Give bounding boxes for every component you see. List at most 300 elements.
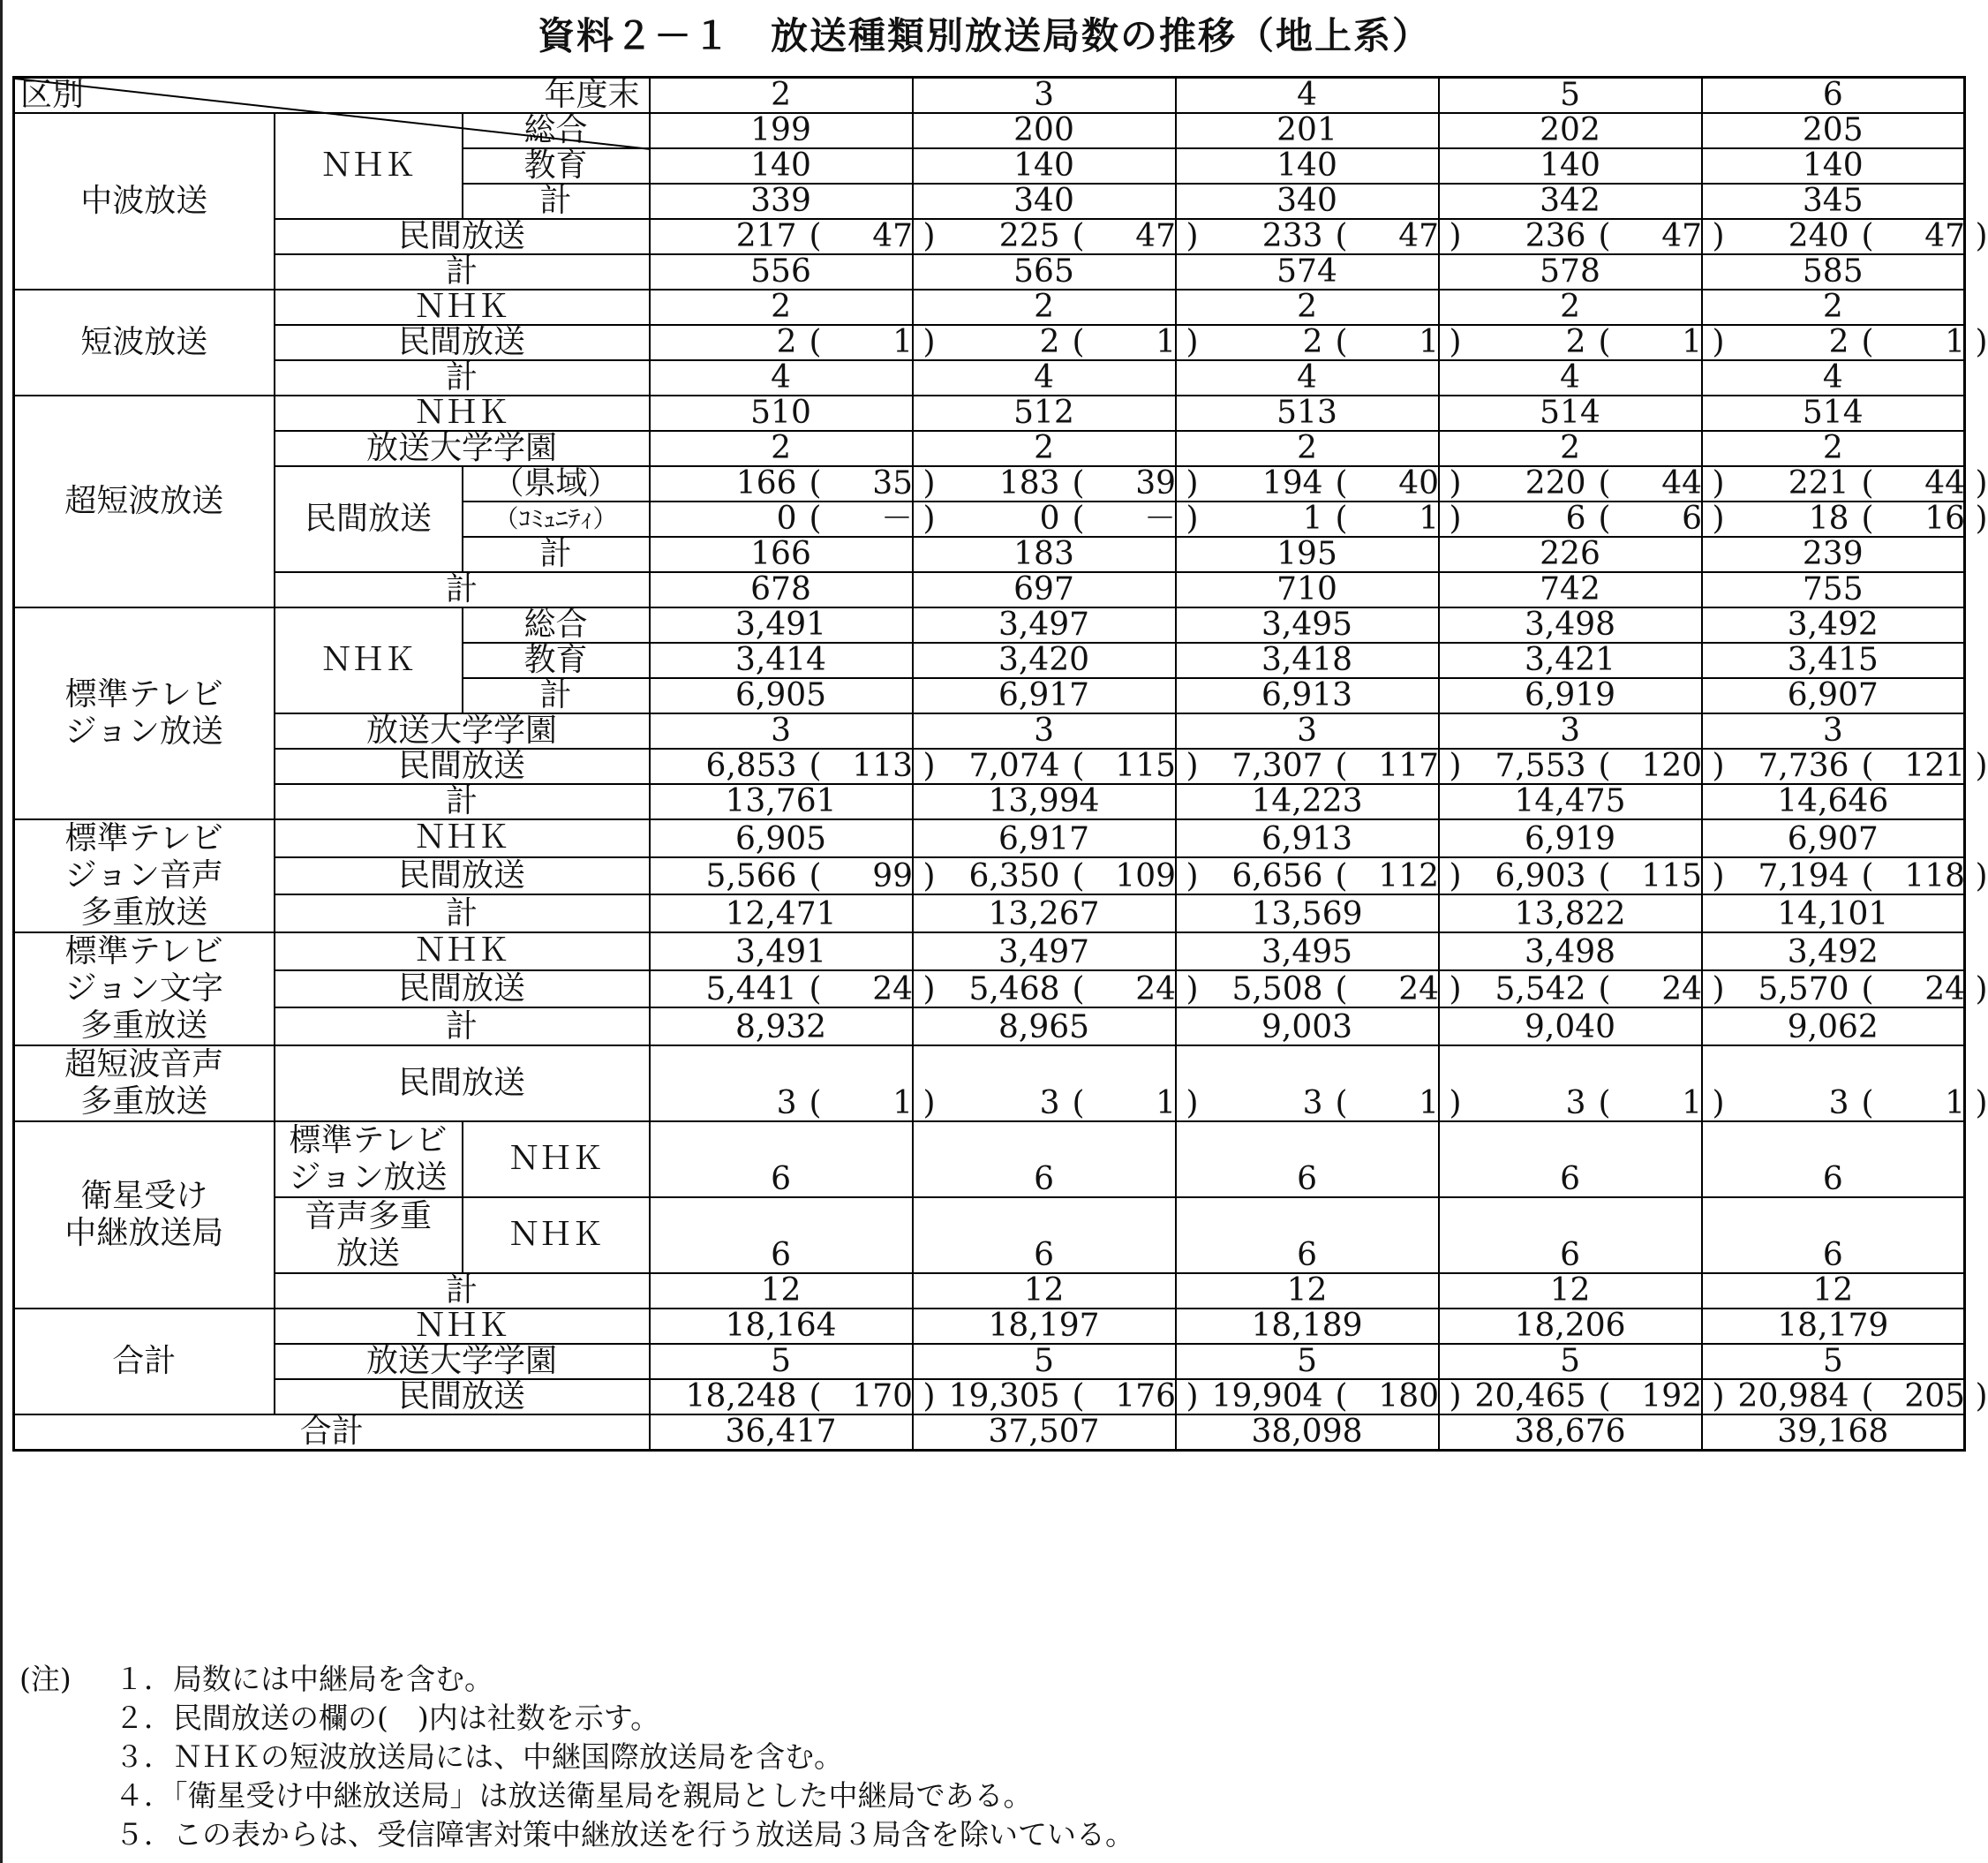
sub-eisei-onsei-line: 放送: [335, 1235, 400, 1271]
item-kei: 計: [463, 678, 650, 713]
company-count-value: 47: [1398, 218, 1440, 254]
row-tanpa-minkan: [14, 325, 1965, 360]
value-cell: [1702, 857, 1988, 895]
value-cell: 205: [1702, 113, 1965, 148]
value-cell: [1176, 970, 1462, 1008]
company-count-value: 113: [852, 748, 914, 784]
value-cell: 4: [650, 360, 913, 396]
value-cell: 6,917: [913, 819, 1176, 857]
category-onsei-tajyu: [14, 819, 275, 932]
value-cell: [650, 1045, 936, 1121]
sub-eisei-tv: [275, 1121, 463, 1197]
value-cell: 6,907: [1702, 678, 1965, 713]
year-header-3: 3: [913, 78, 1176, 114]
value-cell: 3,421: [1439, 643, 1702, 678]
row-tv-kei: [14, 784, 1965, 819]
item-minkan: 民間放送: [275, 749, 650, 784]
value-cell: [1702, 748, 1988, 784]
company-count: ( 176 ): [1072, 1378, 1199, 1414]
station-count: 5,508: [1231, 971, 1323, 1008]
row-chuha-kei: [14, 254, 1965, 290]
sub-nhk: ＮＨＫ: [275, 607, 463, 713]
category-gokei: 合計: [14, 1309, 275, 1414]
station-count: 7,307: [1231, 748, 1323, 784]
category-hyojun-tv-line: ジョン放送: [64, 713, 223, 750]
company-count: ( 1 ): [1861, 324, 1988, 360]
value-cell: 18,189: [1176, 1309, 1439, 1344]
company-count: ( 192 ): [1598, 1378, 1725, 1414]
company-count: ( 24 ): [1335, 971, 1462, 1008]
value-cell: 38,676: [1439, 1414, 1702, 1451]
company-count: ( 1 ): [1072, 324, 1199, 360]
value-cell: [650, 748, 936, 784]
company-count-value: －: [881, 501, 914, 537]
company-count: ( 121 ): [1861, 748, 1988, 784]
value-cell: 6,919: [1439, 678, 1702, 713]
value-cell: 4: [1176, 360, 1439, 396]
value-cell: 6: [1702, 1197, 1965, 1273]
value-cell: 3,492: [1702, 932, 1965, 970]
category-tanpa: 短波放送: [14, 290, 275, 396]
value-cell: 342: [1439, 184, 1702, 219]
category-chotanpa-onsei: [14, 1045, 275, 1121]
company-count: ( － ): [1072, 501, 1199, 537]
item-minkan: 民間放送: [275, 857, 650, 895]
value-cell: 755: [1702, 572, 1965, 607]
value-cell: 4: [1439, 360, 1702, 396]
station-count: 7,736: [1758, 748, 1849, 784]
category-chuha: 中波放送: [14, 113, 275, 290]
company-count-value: 1: [1682, 1085, 1703, 1121]
value-cell: 3,415: [1702, 643, 1965, 678]
value-cell: 5: [1439, 1344, 1702, 1379]
item-minkan: 民間放送: [275, 1379, 650, 1414]
company-count: ( 47 ): [1072, 218, 1199, 254]
value-cell: [650, 857, 936, 895]
value-cell: 574: [1176, 254, 1439, 290]
category-eisei: [14, 1121, 275, 1309]
sub-eisei-onsei-line: 音声多重: [304, 1198, 432, 1234]
value-cell: 9,003: [1176, 1007, 1439, 1045]
value-cell: [1439, 857, 1725, 895]
value-cell: 2: [1702, 290, 1965, 325]
value-cell: 697: [913, 572, 1176, 607]
station-count: 3: [1039, 1085, 1060, 1121]
item-nhk: ＮＨＫ: [275, 290, 650, 325]
value-cell: 678: [650, 572, 913, 607]
company-count-value: 1: [1682, 324, 1703, 360]
item-kyoiku: 教育: [463, 643, 650, 678]
row-fm-tajyu: [14, 1045, 1965, 1121]
item-sogo: 総合: [463, 113, 650, 148]
company-count-value: 47: [1924, 218, 1966, 254]
category-moji-tajyu-line: 標準テレビ: [64, 933, 223, 969]
value-cell: 18,197: [913, 1309, 1176, 1344]
station-count: 3: [1302, 1085, 1323, 1121]
station-count: 220: [1525, 465, 1586, 502]
company-count: ( 35 ): [809, 465, 936, 502]
company-count-value: 112: [1378, 858, 1440, 895]
row-fm-nhk: [14, 396, 1965, 431]
value-cell: 202: [1439, 113, 1702, 148]
company-count-value: 24: [1924, 971, 1966, 1008]
value-cell: 3: [1702, 713, 1965, 749]
category-chotanpa-onsei-line: 多重放送: [80, 1083, 208, 1120]
value-cell: [1439, 501, 1725, 537]
item-daigaku: 放送大学学園: [275, 1344, 650, 1379]
value-cell: 5: [913, 1344, 1176, 1379]
company-count: ( 24 ): [1598, 971, 1725, 1008]
value-cell: [1702, 218, 1988, 254]
value-cell: 12: [650, 1273, 913, 1309]
value-cell: [1702, 465, 1988, 502]
value-cell: 6: [1439, 1121, 1702, 1197]
category-label: 区別: [20, 77, 85, 113]
station-count: 217: [735, 218, 797, 254]
value-cell: [1702, 1045, 1988, 1121]
item-minkan: 民間放送: [275, 970, 650, 1008]
value-cell: 3,491: [650, 607, 913, 643]
value-cell: 6,907: [1702, 819, 1965, 857]
station-count: 5,468: [968, 971, 1060, 1008]
footnote-text: ４．「衛星受け中継放送局」は放送衛星局を親局とした中継局である。: [115, 1778, 1033, 1813]
value-cell: 578: [1439, 254, 1702, 290]
station-count: 2: [1302, 324, 1323, 360]
header-diagonal-cell: [14, 78, 650, 114]
value-cell: 513: [1176, 396, 1439, 431]
company-count-value: 47: [1661, 218, 1703, 254]
station-count: 0: [1039, 501, 1060, 537]
company-count: ( 1 ): [1072, 1085, 1199, 1121]
station-count: 6,903: [1495, 858, 1586, 895]
value-cell: [1439, 970, 1725, 1008]
value-cell: 239: [1702, 537, 1965, 572]
value-cell: 8,932: [650, 1007, 913, 1045]
station-count: 5,542: [1495, 971, 1586, 1008]
company-count-value: －: [1144, 501, 1177, 537]
value-cell: [1702, 324, 1988, 360]
row-eisei-onsei: [14, 1197, 1965, 1273]
value-cell: 514: [1702, 396, 1965, 431]
station-count: 6,350: [968, 858, 1060, 895]
value-cell: 3,495: [1176, 932, 1439, 970]
value-cell: 12: [913, 1273, 1176, 1309]
table-body: [14, 77, 1988, 1451]
value-cell: 340: [1176, 184, 1439, 219]
item-kei: 計: [275, 894, 650, 932]
year-header-4: 4: [1176, 78, 1439, 114]
company-count-value: 115: [1115, 748, 1177, 784]
value-cell: 4: [1702, 360, 1965, 396]
value-cell: 12: [1702, 1273, 1965, 1309]
value-cell: 6,913: [1176, 819, 1439, 857]
value-cell: [650, 218, 936, 254]
value-cell: 140: [913, 148, 1176, 184]
item-nhk: ＮＨＫ: [275, 819, 650, 857]
value-cell: 6,905: [650, 678, 913, 713]
row-onsei-nhk: [14, 819, 1965, 857]
footnote-text: １．局数には中継局を含む。: [115, 1662, 493, 1696]
station-count: 1: [1302, 501, 1323, 537]
value-cell: 13,761: [650, 784, 913, 819]
value-cell: 6,913: [1176, 678, 1439, 713]
company-count-value: 24: [872, 971, 914, 1008]
footnote-text: ３．ＮＨＫの短波放送局には、中継国際放送局を含む。: [115, 1739, 843, 1774]
footnote-4: [19, 1776, 1134, 1815]
row-tv-nhk-sogo: [14, 607, 1965, 643]
value-cell: [1176, 501, 1462, 537]
value-cell: 13,267: [913, 894, 1176, 932]
value-cell: 199: [650, 113, 913, 148]
value-cell: 140: [1439, 148, 1702, 184]
year-header-2: 2: [650, 78, 913, 114]
value-cell: 3,497: [913, 932, 1176, 970]
station-count: 18: [1808, 501, 1849, 537]
category-hyojun-tv-line: 標準テレビ: [64, 676, 223, 713]
station-count: 166: [735, 465, 797, 502]
item-nhk: ＮＨＫ: [275, 932, 650, 970]
value-cell: 3: [650, 713, 913, 749]
row-grand-total: [14, 1414, 1965, 1451]
value-cell: 9,040: [1439, 1007, 1702, 1045]
row-tv-minkan: [14, 749, 1965, 784]
value-cell: [1176, 857, 1462, 895]
value-cell: 3,414: [650, 643, 913, 678]
row-moji-nhk: [14, 932, 1965, 970]
company-count: ( 1 ): [809, 1085, 936, 1121]
value-cell: [1702, 1378, 1988, 1414]
value-cell: 512: [913, 396, 1176, 431]
station-count: 2: [1565, 324, 1586, 360]
company-count: ( 118 ): [1861, 858, 1988, 895]
company-count-value: 120: [1641, 748, 1703, 784]
value-cell: 39,168: [1702, 1414, 1965, 1451]
value-cell: 37,507: [913, 1414, 1176, 1451]
station-count: 6: [1565, 501, 1586, 537]
row-eisei-tv: [14, 1121, 1965, 1197]
footnote-text: ２．民間放送の欄の( )内は社数を示す。: [115, 1701, 660, 1735]
station-count: 2: [776, 324, 797, 360]
value-cell: [1439, 465, 1725, 502]
station-count: 221: [1788, 465, 1849, 502]
row-gokei-daigaku: [14, 1344, 1965, 1379]
header-row: [14, 78, 1965, 114]
company-count-value: 39: [1135, 465, 1177, 502]
value-cell: 3,498: [1439, 607, 1702, 643]
sub-minkan: 民間放送: [275, 466, 463, 572]
item-kei: 計: [275, 784, 650, 819]
value-cell: 9,062: [1702, 1007, 1965, 1045]
value-cell: 36,417: [650, 1414, 913, 1451]
company-count: ( 1 ): [1335, 324, 1462, 360]
company-count-value: 16: [1924, 501, 1966, 537]
company-count-value: 24: [1398, 971, 1440, 1008]
item-kenki: （県域）: [463, 466, 650, 502]
station-count: 5,570: [1758, 971, 1849, 1008]
value-cell: 201: [1176, 113, 1439, 148]
item-sogo: 総合: [463, 607, 650, 643]
company-count-value: 1: [892, 324, 914, 360]
value-cell: [1439, 324, 1725, 360]
category-moji-tajyu-line: 多重放送: [80, 1007, 208, 1044]
station-count: 233: [1261, 218, 1323, 254]
value-cell: [1439, 218, 1725, 254]
company-count-value: 192: [1641, 1378, 1703, 1414]
company-count: ( 47 ): [809, 218, 936, 254]
company-count-value: 1: [1419, 1085, 1440, 1121]
value-cell: [1176, 324, 1462, 360]
company-count-value: 24: [1135, 971, 1177, 1008]
item-kei: 計: [275, 360, 650, 396]
company-count-value: 99: [872, 858, 914, 895]
category-chotanpa: 超短波放送: [14, 396, 275, 607]
value-cell: 140: [1702, 148, 1965, 184]
company-count: ( 1 ): [1598, 324, 1725, 360]
row-tanpa-kei: [14, 360, 1965, 396]
row-tv-daigaku: [14, 713, 1965, 749]
category-hyojun-tv: [14, 607, 275, 819]
value-cell: 6: [650, 1121, 913, 1197]
value-cell: [913, 857, 1199, 895]
value-cell: 2: [1176, 431, 1439, 466]
value-cell: 12: [1176, 1273, 1439, 1309]
value-cell: 13,994: [913, 784, 1176, 819]
value-cell: 6,905: [650, 819, 913, 857]
value-cell: [1176, 465, 1462, 502]
company-count: ( 170 ): [809, 1378, 936, 1414]
value-cell: 140: [1176, 148, 1439, 184]
company-count: ( 1 ): [1335, 501, 1462, 537]
row-tanpa-nhk: [14, 290, 1965, 325]
footnotes: [19, 1660, 1134, 1854]
company-count: ( 99 ): [809, 858, 936, 895]
year-header-5: 5: [1439, 78, 1702, 114]
value-cell: 510: [650, 396, 913, 431]
value-cell: [650, 970, 936, 1008]
value-cell: 585: [1702, 254, 1965, 290]
station-count: 2: [1039, 324, 1060, 360]
footnote-2: [19, 1699, 1134, 1738]
value-cell: 3,495: [1176, 607, 1439, 643]
station-count: 2: [1828, 324, 1849, 360]
item-nhk: ＮＨＫ: [275, 1309, 650, 1344]
value-cell: 565: [913, 254, 1176, 290]
value-cell: 3,498: [1439, 932, 1702, 970]
row-chuha-minkan: [14, 219, 1965, 254]
value-cell: 2: [650, 431, 913, 466]
company-count-value: 121: [1904, 748, 1966, 784]
item-kei: 計: [463, 184, 650, 219]
value-cell: [1176, 1045, 1462, 1121]
station-count: 5,441: [705, 971, 797, 1008]
company-count: ( － ): [809, 501, 936, 537]
company-count: ( 180 ): [1335, 1378, 1462, 1414]
value-cell: 710: [1176, 572, 1439, 607]
value-cell: [913, 970, 1199, 1008]
value-cell: [913, 1378, 1199, 1414]
value-cell: 6: [650, 1197, 913, 1273]
company-count-value: 1: [1945, 1085, 1966, 1121]
company-count: ( 112 ): [1335, 858, 1462, 895]
company-count-value: 47: [1135, 218, 1177, 254]
value-cell: [650, 465, 936, 502]
item-kyoiku: 教育: [463, 148, 650, 184]
value-cell: 3: [913, 713, 1176, 749]
company-count: ( 1 ): [1598, 1085, 1725, 1121]
value-cell: 5: [1176, 1344, 1439, 1379]
footnote-3: [19, 1738, 1134, 1776]
value-cell: 340: [913, 184, 1176, 219]
company-count: ( 16 ): [1861, 501, 1988, 537]
company-count-value: 109: [1115, 858, 1177, 895]
value-cell: [1702, 970, 1988, 1008]
value-cell: 3: [1439, 713, 1702, 749]
station-count: 19,904: [1211, 1378, 1323, 1414]
category-chotanpa-onsei-line: 超短波音声: [64, 1046, 224, 1082]
company-count-value: 170: [852, 1378, 914, 1414]
value-cell: 6: [1176, 1121, 1439, 1197]
sub-eisei-onsei: [275, 1197, 463, 1273]
company-count-value: 6: [1682, 501, 1703, 537]
value-cell: 14,475: [1439, 784, 1702, 819]
sub-nhk: ＮＨＫ: [275, 113, 463, 219]
value-cell: 6,919: [1439, 819, 1702, 857]
category-onsei-tajyu-line: 多重放送: [80, 894, 208, 931]
value-cell: 6: [1439, 1197, 1702, 1273]
company-count: ( 115 ): [1072, 748, 1199, 784]
company-count-value: 35: [872, 465, 914, 502]
company-count: ( 24 ): [1072, 971, 1199, 1008]
value-cell: 12,471: [650, 894, 913, 932]
item-daigaku: 放送大学学園: [275, 431, 650, 466]
company-count-value: 1: [1945, 324, 1966, 360]
company-count-value: 1: [1419, 501, 1440, 537]
value-cell: [1176, 748, 1462, 784]
company-count: ( 109 ): [1072, 858, 1199, 895]
value-cell: 6: [913, 1197, 1176, 1273]
company-count: ( 24 ): [809, 971, 936, 1008]
value-cell: [913, 465, 1199, 502]
grand-total-label: 合計: [14, 1414, 650, 1451]
company-count-value: 117: [1378, 748, 1440, 784]
row-fm-kenki: [14, 466, 1965, 502]
value-cell: 2: [1702, 431, 1965, 466]
item-minkan: 民間放送: [275, 219, 650, 254]
item-community: （ｺﾐｭﾆﾃｨ）: [463, 502, 650, 537]
company-count: ( 1 ): [1861, 1085, 1988, 1121]
value-cell: 226: [1439, 537, 1702, 572]
row-fm-daigaku: [14, 431, 1965, 466]
value-cell: [1176, 218, 1462, 254]
value-cell: 3: [1176, 713, 1439, 749]
station-count: 20,465: [1474, 1378, 1586, 1414]
sub-eisei-tv-line: ジョン放送: [289, 1159, 448, 1195]
row-eisei-kei: [14, 1273, 1965, 1309]
value-cell: 195: [1176, 537, 1439, 572]
value-cell: [913, 501, 1199, 537]
row-moji-kei: [14, 1007, 1965, 1045]
company-count-value: 118: [1904, 858, 1966, 895]
value-cell: 4: [913, 360, 1176, 396]
footnote-text: ５．この表からは、受信障害対策中継放送を行う放送局３局含を除いている。: [115, 1817, 1134, 1852]
company-count-value: 44: [1924, 465, 1966, 502]
item-kei: 計: [275, 1273, 650, 1309]
value-cell: 18,179: [1702, 1309, 1965, 1344]
station-count: 5,566: [705, 858, 797, 895]
company-count-value: 1: [1156, 324, 1177, 360]
item-minkan: 民間放送: [275, 325, 650, 360]
value-cell: [1702, 501, 1988, 537]
